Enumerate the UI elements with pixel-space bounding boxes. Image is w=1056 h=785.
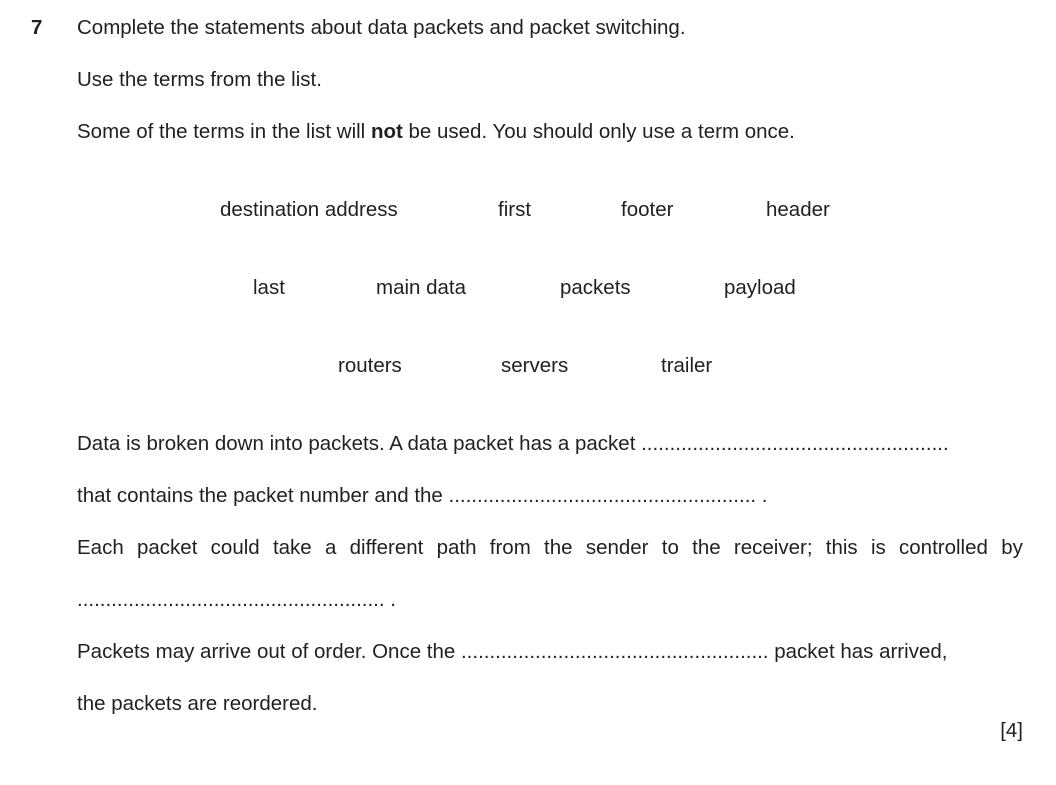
statement-line-4: ...................................................... . <box>77 588 396 611</box>
statement-word: controlled <box>899 536 988 559</box>
question-number: 7 <box>31 16 43 39</box>
instruction-prefix: Some of the terms in the list will <box>77 120 371 143</box>
term-header: header <box>766 198 830 221</box>
statement-word: to <box>661 536 679 559</box>
statement-line-1: Data is broken down into packets. A data packet has a packet ...................................................... <box>77 432 949 455</box>
statement-word: by <box>1001 536 1023 559</box>
statement-word: could <box>210 536 260 559</box>
instruction-suffix: be used. You should only use a term once. <box>402 120 795 143</box>
term-packets: packets <box>560 276 631 299</box>
term-main-data: main data <box>376 276 467 299</box>
statement-word: sender <box>585 536 649 559</box>
instruction-use-terms: Use the terms from the list. <box>77 68 322 91</box>
term-trailer: trailer <box>661 354 713 377</box>
statement-word: the <box>692 536 721 559</box>
statement-word: different <box>349 536 424 559</box>
statement-word: Each <box>77 536 124 559</box>
statement-line-3 <box>77 536 1023 561</box>
instruction-some-terms <box>77 120 795 145</box>
instruction-emphasis: not <box>370 120 403 143</box>
statement-word: path <box>436 536 477 559</box>
statement-word: the <box>544 536 573 559</box>
statement-line-5: Packets may arrive out of order. Once the ...................................................... packet has arrived, <box>77 640 948 663</box>
question-title: Complete the statements about data packets and packet switching. <box>77 16 686 39</box>
statement-line-6: the packets are reordered. <box>77 692 318 715</box>
term-servers: servers <box>501 354 569 377</box>
statement-word: is <box>870 536 886 559</box>
statement-word: packet <box>137 536 198 559</box>
statement-word: a <box>324 536 337 559</box>
term-footer: footer <box>621 198 674 221</box>
statement-word: take <box>272 536 312 559</box>
term-last: last <box>253 276 285 299</box>
statement-word: this <box>825 536 858 559</box>
term-payload: payload <box>724 276 796 299</box>
statement-line-2: that contains the packet number and the ...................................................... . <box>77 484 768 507</box>
term-first: first <box>498 198 532 221</box>
term-destination-address: destination address <box>220 198 398 221</box>
statement-word: receiver; <box>733 536 813 559</box>
term-routers: routers <box>338 354 402 377</box>
marks-total: [4] <box>1000 719 1023 742</box>
statement-word: from <box>489 536 531 559</box>
